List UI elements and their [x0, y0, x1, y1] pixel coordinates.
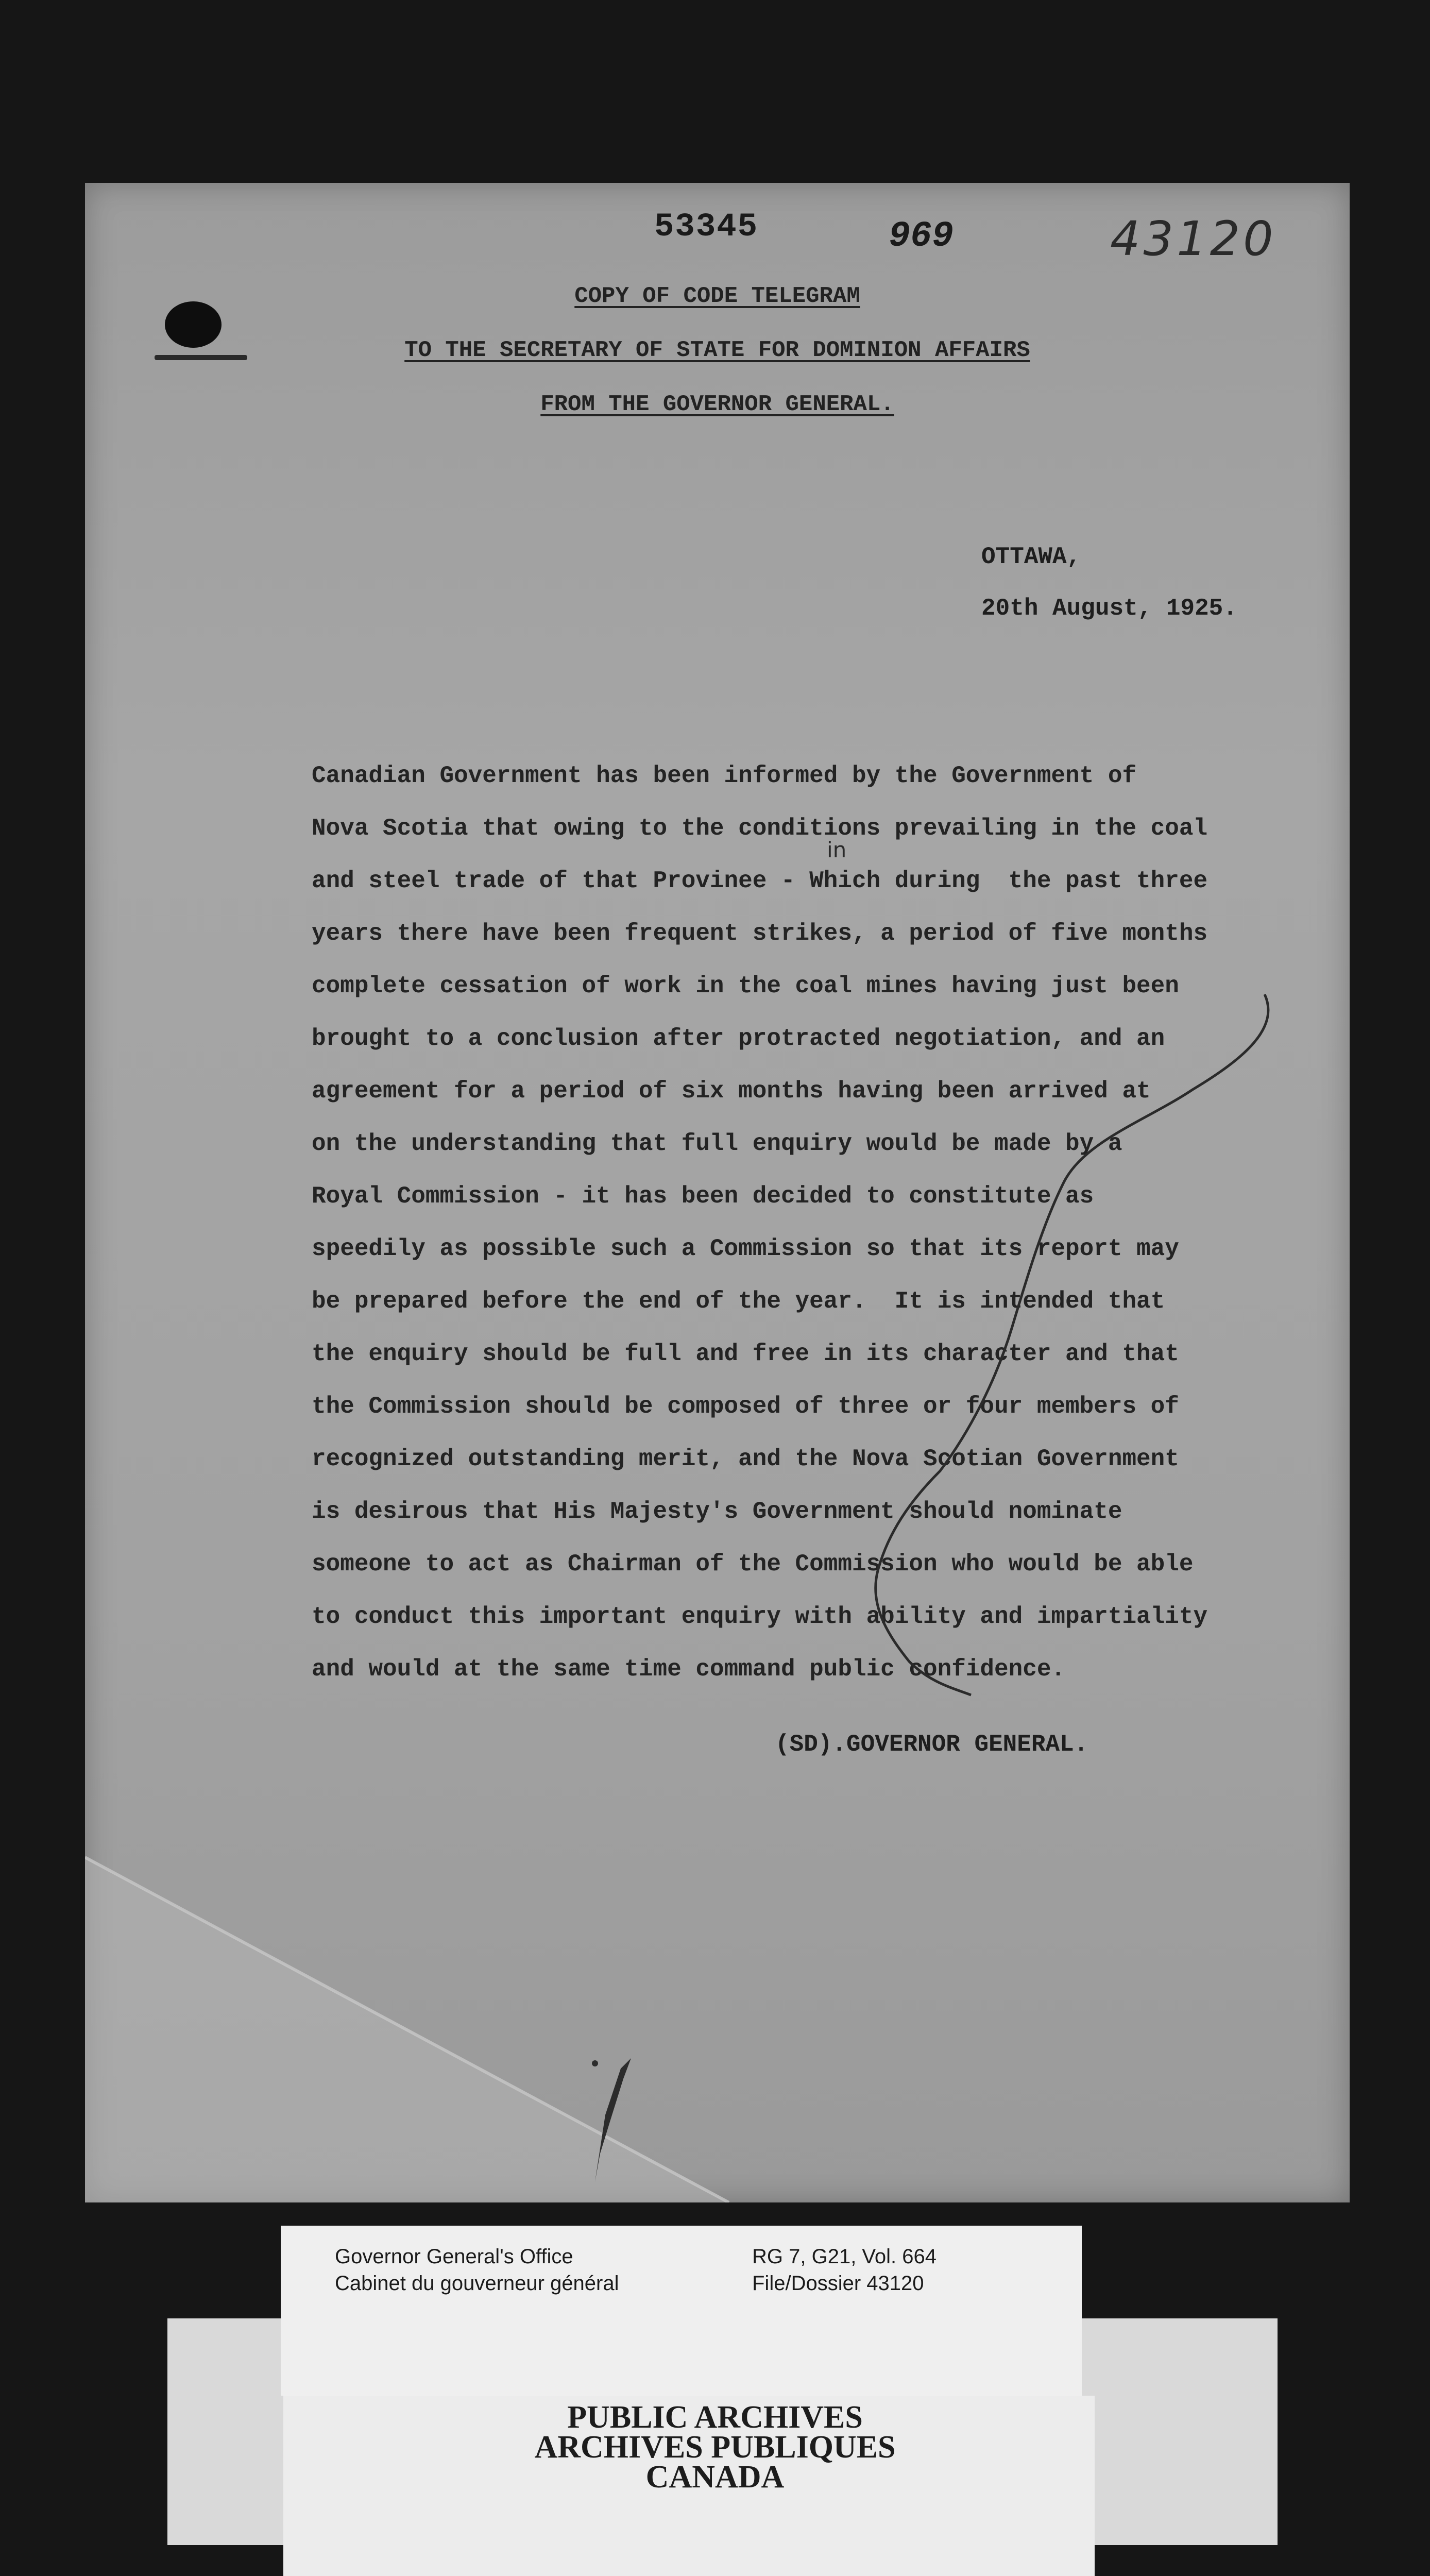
- handwritten-file-number: 43120: [1110, 211, 1276, 266]
- body-line: on the understanding that full enquiry would be made by a: [312, 1130, 1122, 1157]
- body-line: agreement for a period of six months having been arrived at: [312, 1078, 1151, 1105]
- body-line: and would at the same time command public confidence.: [312, 1656, 1066, 1683]
- body-line: to conduct this important enquiry with ability and impartiality: [312, 1603, 1208, 1630]
- stamp-number-right: 969: [889, 216, 954, 257]
- office-english: Governor General's Office: [335, 2245, 573, 2268]
- body-line: and steel trade of that Provinee - Which during the past three: [312, 868, 1208, 894]
- signature: (SD).GOVERNOR GENERAL.: [775, 1731, 1088, 1758]
- body-line: Royal Commission - it has been decided to constitute as: [312, 1183, 1094, 1210]
- body-line: recognized outstanding merit, and the Nova Scotian Government: [312, 1446, 1179, 1472]
- body-line: complete cessation of work in the coal mines having just been: [312, 973, 1179, 999]
- archives-stamp-line-3: CANADA: [645, 2460, 785, 2495]
- archive-file: File/Dossier 43120: [752, 2272, 924, 2295]
- office-french: Cabinet du gouverneur général: [335, 2272, 619, 2295]
- body-line: Canadian Government has been informed by the Government of: [312, 762, 1137, 789]
- document-page: [85, 183, 1350, 2202]
- body-line: the Commission should be composed of three or four members of: [312, 1393, 1179, 1420]
- body-line: speedily as possible such a Commission so that its report may: [312, 1235, 1179, 1262]
- body-line: is desirous that His Majesty's Government should nominate: [312, 1498, 1122, 1525]
- body-line: someone to act as Chairman of the Commission who would be able: [312, 1551, 1194, 1578]
- body-line: Nova Scotia that owing to the conditions prevailing in the coal: [312, 815, 1208, 842]
- stamp-number-left: 53345: [654, 209, 759, 246]
- body-line: be prepared before the end of the year. It is intended that: [312, 1288, 1165, 1315]
- heading-text-2: TO THE SECRETARY OF STATE FOR DOMINION AFFAIRS: [404, 337, 1030, 363]
- body-line: years there have been frequent strikes, a period of five months: [312, 920, 1208, 947]
- body-line: brought to a conclusion after protracted negotiation, and an: [312, 1025, 1165, 1052]
- body-line: the enquiry should be full and free in its character and that: [312, 1341, 1179, 1367]
- margin-pencil-line: [85, 183, 1350, 2202]
- date: 20th August, 1925.: [981, 595, 1237, 622]
- archives-stamp-line-2: ARCHIVES PUBLIQUES: [534, 2430, 896, 2465]
- place: OTTAWA,: [981, 544, 1081, 570]
- archives-stamp-line-1: PUBLIC ARCHIVES: [567, 2400, 863, 2435]
- archive-reference-label: [281, 2226, 1082, 2396]
- heading-text-1: COPY OF CODE TELEGRAM: [574, 283, 860, 309]
- heading-text-3: FROM THE GOVERNOR GENERAL.: [540, 392, 894, 417]
- insert-mark: in: [827, 837, 847, 862]
- archive-reference: RG 7, G21, Vol. 664: [752, 2245, 937, 2268]
